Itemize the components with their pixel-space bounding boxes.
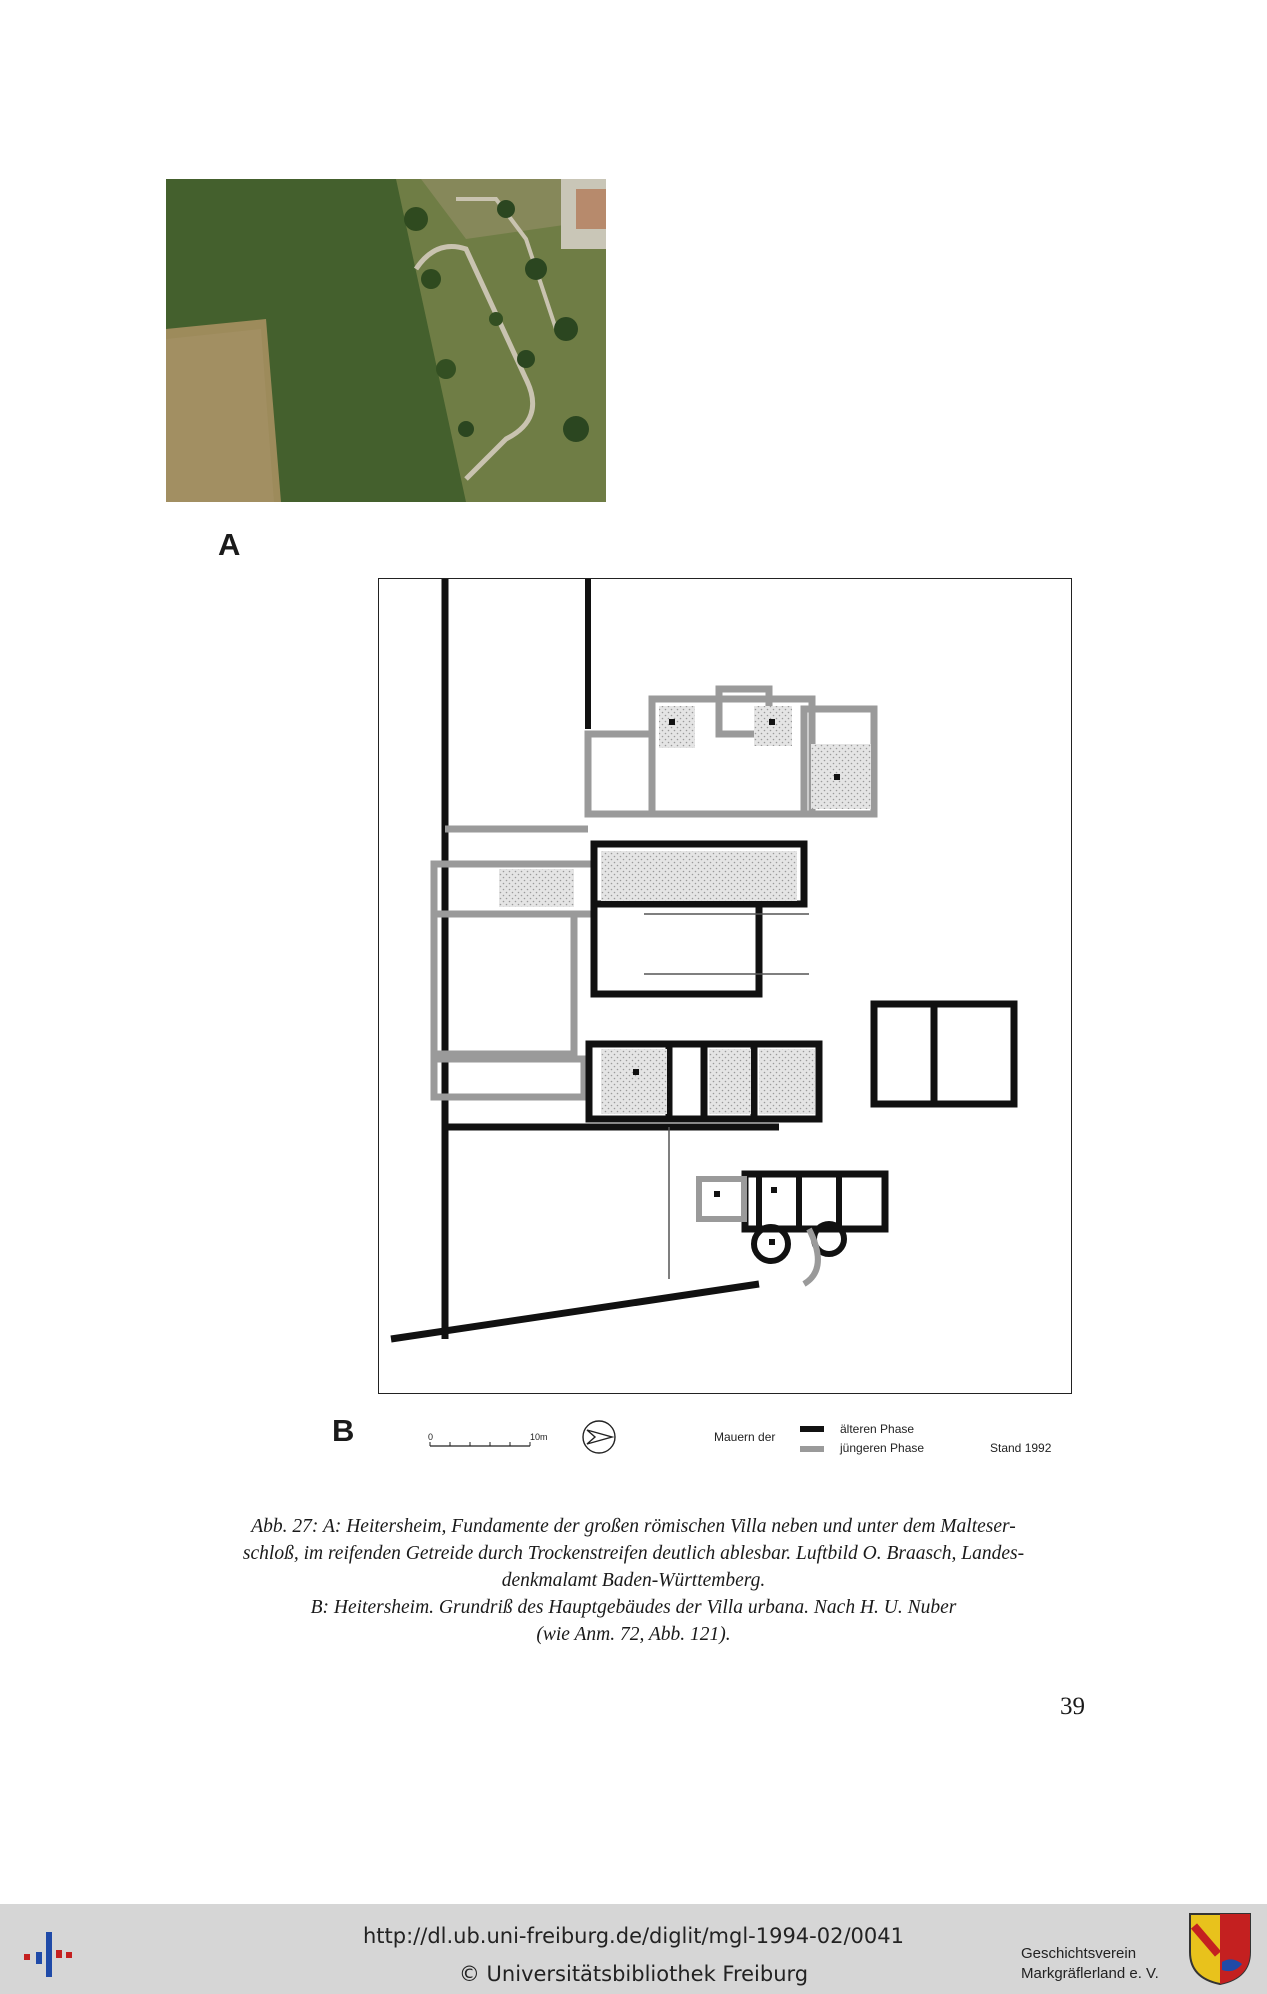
society-name-line: Geschichtsverein xyxy=(1021,1945,1137,1962)
aerial-photo xyxy=(166,179,606,502)
legend-younger-phase: jüngeren Phase xyxy=(840,1441,925,1455)
caption-line: Abb. 27: A: Heitersheim, Fundamente der großen römischen Villa neben und unter dem Malteser- xyxy=(251,1516,1016,1537)
figure-caption xyxy=(150,1513,1117,1648)
caption-line: B: Heitersheim. Grundriß des Hauptgebäudes der Villa urbana. Nach H. U. Nuber xyxy=(310,1597,957,1618)
caption-line: schloß, im reifenden Getreide durch Trockenstreifen deutlich ablesbar. Luftbild O. Braasch, Landes- xyxy=(242,1543,1025,1564)
legend-younger-swatch xyxy=(800,1446,824,1452)
scale-start: 0 xyxy=(428,1432,434,1442)
scale-end: 10m xyxy=(530,1432,548,1442)
footer-url-link[interactable]: http://dl.ub.uni-freiburg.de/diglit/mgl-1994-02/0041 xyxy=(362,1924,904,1948)
footer-bar xyxy=(0,1904,1267,1994)
legend-prefix: Mauern der xyxy=(714,1430,776,1444)
footer-society xyxy=(1021,1944,1159,1984)
legend-older-phase: älteren Phase xyxy=(840,1422,915,1436)
figure-a-label: A xyxy=(218,527,241,562)
legend-status: Stand 1992 xyxy=(990,1441,1052,1455)
caption-line: denkmalamt Baden-Württemberg. xyxy=(501,1570,766,1591)
society-name-line: Markgräflerland e. V. xyxy=(1021,1965,1159,1982)
coat-of-arms-icon xyxy=(1188,1912,1252,1991)
legend-older-swatch xyxy=(800,1426,824,1432)
page-number: 39 xyxy=(1060,1693,1085,1720)
figure-b-label: B xyxy=(332,1413,355,1448)
floor-plan xyxy=(378,578,1072,1394)
north-arrow-icon xyxy=(580,1418,618,1461)
caption-line: (wie Anm. 72, Abb. 121). xyxy=(536,1624,731,1645)
footer-copyright: © Universitätsbibliothek Freiburg xyxy=(458,1962,809,1986)
